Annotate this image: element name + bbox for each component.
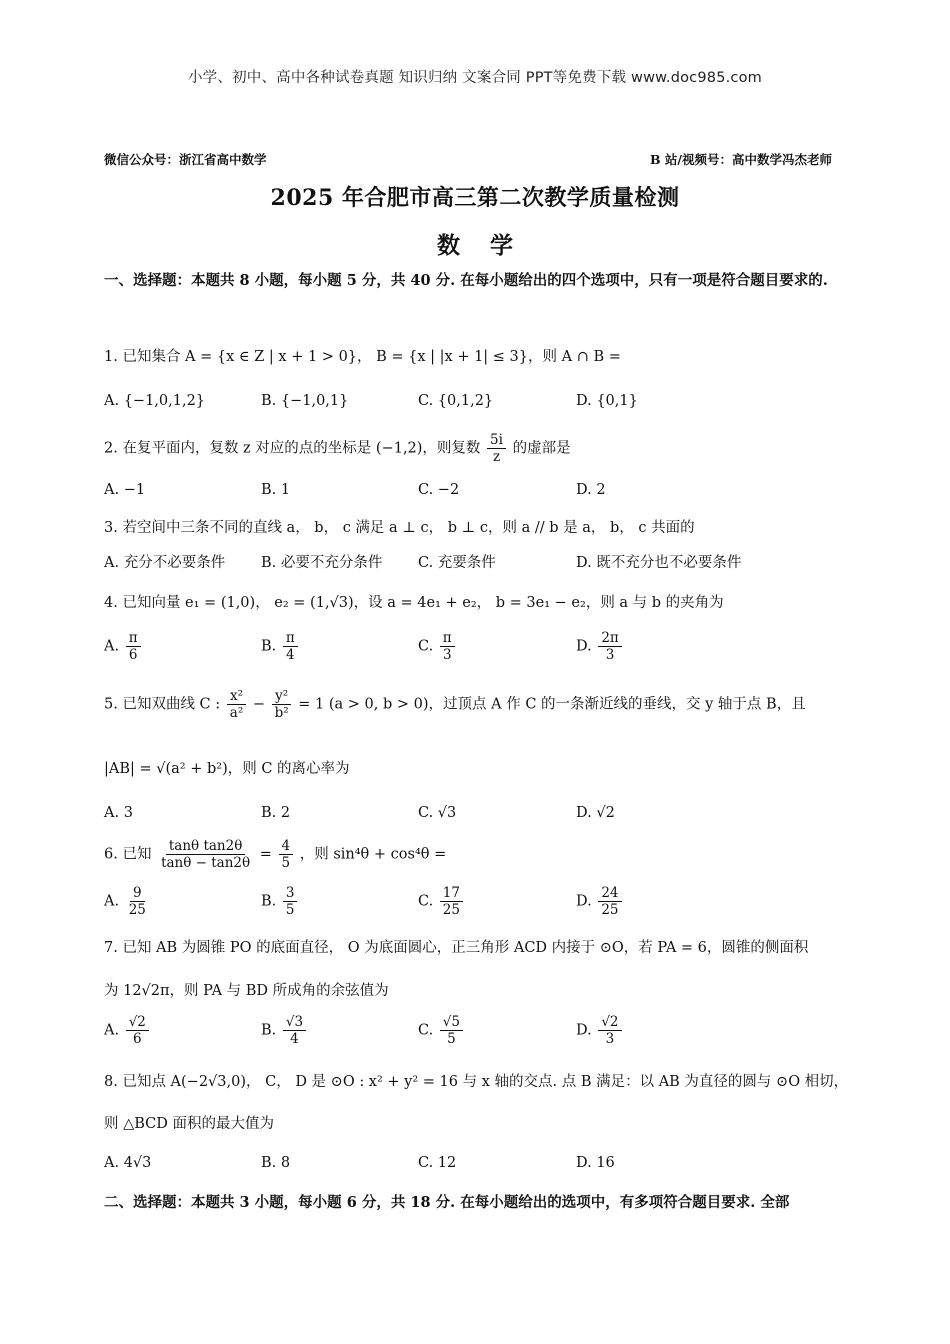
q5-d1: a² (229, 705, 244, 722)
q7-c-den: 5 (447, 1031, 456, 1048)
q6-text-1: 6. 已知 (104, 846, 152, 863)
q3-option-d: D. 既不充分也不必要条件 (576, 555, 742, 571)
q6-b-frac (283, 885, 298, 918)
q4-c-num: π (440, 630, 455, 647)
q6-c-label: C. (418, 893, 434, 910)
q6-num2: 4 (279, 838, 294, 855)
q4-c-label: C. (418, 638, 434, 655)
q4-a-label: A. (104, 638, 120, 655)
q4-d-den: 3 (605, 647, 615, 664)
q7-a-label: A. (104, 1022, 120, 1039)
q1-option-a: A. {−1,0,1,2} (104, 393, 206, 409)
q4-b-frac (283, 630, 298, 663)
q7-c-num: √5 (440, 1014, 463, 1031)
q6-option-a (104, 885, 151, 918)
question-7-line-1: 7. 已知 AB 为圆锥 PO 的底面直径， O 为底面圆心，正三角形 ACD 内接于 ⊙O，若 PA = 6，圆锥的侧面积 (104, 940, 809, 956)
question-3: 3. 若空间中三条不同的直线 a， b， c 满足 a ⊥ c， b ⊥ c，则 a // b 是 a， b， c 共面的 (104, 520, 695, 536)
q4-a-den: 6 (128, 647, 138, 664)
q5-n1: x² (227, 688, 246, 705)
q6-option-b (261, 885, 299, 918)
q5-option-d: D. √2 (576, 805, 615, 821)
exam-title: 2025 年合肥市高三第二次教学质量检测 (270, 185, 680, 211)
q5-frac-x (227, 688, 246, 721)
q6-a-frac (126, 885, 149, 918)
q6-option-d (576, 885, 624, 918)
q6-den: tanθ − tan2θ (161, 855, 251, 872)
subject-title: 数学 (437, 232, 543, 259)
q7-d-den: 3 (605, 1031, 615, 1048)
q5-d2: b² (274, 705, 289, 722)
q4-option-a (104, 630, 143, 663)
q7-d-frac (598, 1014, 621, 1047)
q5-option-c: C. √3 (418, 805, 457, 821)
q2-text-1: 2. 在复平面内，复数 z 对应的点的坐标是 (−1,2)，则复数 (104, 440, 481, 457)
q5-option-b: B. 2 (261, 805, 291, 821)
q6-d-den: 25 (601, 902, 619, 919)
q3-option-a: A. 充分不必要条件 (104, 555, 226, 571)
q4-option-c (418, 630, 457, 663)
q7-option-a (104, 1014, 151, 1047)
q4-d-frac (598, 630, 621, 663)
q5-n2: y² (272, 688, 291, 705)
q7-c-frac (440, 1014, 463, 1047)
q2-option-b: B. 1 (261, 482, 291, 498)
q6-option-c (418, 885, 465, 918)
question-2 (104, 432, 571, 465)
q6-num: tanθ tan2θ (166, 838, 245, 855)
q7-b-den: 4 (290, 1031, 299, 1048)
q4-b-den: 4 (286, 647, 295, 664)
q7-b-label: B. (261, 1022, 277, 1039)
q6-frac-45 (279, 838, 294, 871)
q7-a-frac (126, 1014, 149, 1047)
q6-text-2: ，则 sin⁴θ + cos⁴θ = (299, 846, 447, 863)
q6-a-label: A. (104, 893, 120, 910)
section-1-instructions: 一、选择题：本题共 8 小题，每小题 5 分，共 40 分. 在每小题给出的四个选项中，只有一项是符合题目要求的. (104, 272, 828, 289)
q3-option-c: C. 充要条件 (418, 555, 496, 571)
question-5 (104, 688, 806, 721)
q2-text-2: 的虚部是 (512, 440, 571, 457)
q6-d-num: 24 (598, 885, 621, 902)
q2-frac-den: z (492, 449, 501, 466)
q6-b-label: B. (261, 893, 277, 910)
section-2-instructions: 二、选择题：本题共 3 小题，每小题 6 分，共 18 分. 在每小题给出的选项中，有多项符合题目要求. 全部 (104, 1194, 790, 1211)
q6-c-frac (440, 885, 463, 918)
q1-option-b: B. {−1,0,1} (261, 393, 349, 409)
q5-minus: − (252, 696, 265, 713)
q7-option-c (418, 1014, 465, 1047)
q5-option-a: A. 3 (104, 805, 133, 821)
question-8-line-2: 则 △BCD 面积的最大值为 (104, 1116, 275, 1132)
q7-d-label: D. (576, 1022, 592, 1039)
q5-text-1: 5. 已知双曲线 C : (104, 696, 221, 713)
q4-d-num: 2π (598, 630, 621, 647)
q6-c-den: 25 (442, 902, 460, 919)
q1-option-d: D. {0,1} (576, 393, 638, 409)
q7-c-label: C. (418, 1022, 434, 1039)
q2-frac-num: 5i (487, 432, 506, 449)
download-banner: 小学、初中、高中各种试卷真题 知识归纳 文案合同 PPT等免费下载 www.doc985.com (187, 70, 763, 86)
q4-c-den: 3 (442, 647, 452, 664)
q1-option-c: C. {0,1,2} (418, 393, 494, 409)
question-1: 1. 已知集合 A = {x ∈ Z | x + 1 > 0}， B = {x | |x + 1| ≤ 3}，则 A ∩ B = (104, 349, 621, 365)
q4-option-b (261, 630, 300, 663)
q7-d-num: √2 (598, 1014, 621, 1031)
q5-frac-y (272, 688, 292, 721)
q6-d-label: D. (576, 893, 592, 910)
q2-option-c: C. −2 (418, 482, 460, 498)
q5-text-2: = 1 (a > 0, b > 0)，过顶点 A 作 C 的一条渐近线的垂线，交 y 轴于点 B，且 (298, 696, 806, 713)
q8-option-b: B. 8 (261, 1155, 291, 1171)
question-7-line-2: 为 12√2π，则 PA 与 BD 所成角的余弦值为 (104, 983, 389, 999)
q7-b-frac (283, 1014, 306, 1047)
q6-a-num: 9 (130, 885, 145, 902)
q7-b-num: √3 (283, 1014, 306, 1031)
q6-b-num: 3 (283, 885, 298, 902)
q6-eq: = (259, 846, 272, 863)
q8-option-d: D. 16 (576, 1155, 615, 1171)
q6-a-den: 25 (128, 902, 146, 919)
q8-option-c: C. 12 (418, 1155, 457, 1171)
q8-option-a: A. 4√3 (104, 1155, 152, 1171)
q3-option-b: B. 必要不充分条件 (261, 555, 383, 571)
q6-frac-tan (158, 838, 253, 871)
q6-b-den: 5 (285, 902, 295, 919)
q7-option-b (261, 1014, 308, 1047)
q6-d-frac (598, 885, 621, 918)
header-wechat: 微信公众号：浙江省高中数学 (104, 152, 267, 167)
q4-b-label: B. (261, 638, 277, 655)
q4-option-d (576, 630, 624, 663)
header-bilibili: B 站/视频号：高中数学冯杰老师 (650, 152, 832, 167)
question-5-line-2: |AB| = √(a² + b²)，则 C 的离心率为 (104, 761, 350, 777)
question-4: 4. 已知向量 e₁ = (1,0)， e₂ = (1,√3)，设 a = 4e₁ + e₂， b = 3e₁ − e₂，则 a 与 b 的夹角为 (104, 595, 724, 611)
q2-option-a: A. −1 (104, 482, 146, 498)
q2-fraction (487, 432, 506, 465)
q7-option-d (576, 1014, 624, 1047)
question-8-line-1: 8. 已知点 A(−2√3,0)， C， D 是 ⊙O : x² + y² = 16 与 x 轴的交点. 点 B 满足：以 AB 为直径的圆与 ⊙O 相切， (104, 1074, 849, 1090)
q4-d-label: D. (576, 638, 592, 655)
q6-den2: 5 (281, 855, 291, 872)
q4-a-frac (126, 630, 141, 663)
q4-c-frac (440, 630, 455, 663)
q4-a-num: π (126, 630, 141, 647)
q2-option-d: D. 2 (576, 482, 606, 498)
q6-c-num: 17 (440, 885, 463, 902)
q7-a-num: √2 (126, 1014, 149, 1031)
q4-b-num: π (283, 630, 298, 647)
question-6 (104, 838, 446, 871)
q7-a-den: 6 (133, 1031, 142, 1048)
